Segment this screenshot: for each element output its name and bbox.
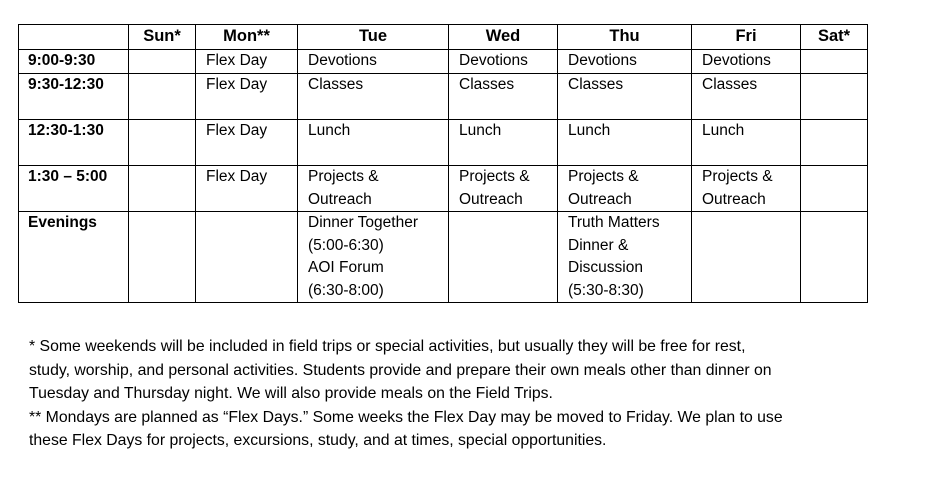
cell-line: Discussion bbox=[568, 259, 643, 276]
cell-line: Outreach bbox=[568, 190, 632, 208]
table-row bbox=[19, 120, 868, 166]
note-line: * Some weekends will be included in field trips or special activities, but usually they will be free for rest, bbox=[29, 338, 746, 355]
header-cell-sat: Sat* bbox=[801, 25, 868, 50]
table-row bbox=[19, 50, 868, 74]
cell-sat bbox=[801, 120, 868, 166]
cell-sat bbox=[801, 50, 868, 74]
weekend-note bbox=[29, 335, 934, 406]
note-line: ** Mondays are planned as “Flex Days.” Some weeks the Flex Day may be moved to Friday. We plan to use bbox=[29, 408, 783, 426]
cell-wed bbox=[449, 166, 558, 212]
cell-thu: Devotions bbox=[558, 50, 692, 74]
header-cell-fri: Fri bbox=[692, 25, 801, 50]
cell-tue: Classes bbox=[298, 74, 449, 120]
cell-line: Outreach bbox=[459, 190, 523, 208]
cell-sat bbox=[801, 166, 868, 212]
table-row bbox=[19, 74, 868, 120]
cell-line: Projects & bbox=[459, 168, 530, 185]
cell-line: Outreach bbox=[308, 190, 372, 208]
monday-note bbox=[29, 406, 934, 453]
cell-thu: Classes bbox=[558, 74, 692, 120]
cell-sun bbox=[129, 50, 196, 74]
cell-tue bbox=[298, 166, 449, 212]
cell-thu bbox=[558, 166, 692, 212]
cell-thu: Lunch bbox=[558, 120, 692, 166]
time-cell: Evenings bbox=[19, 212, 129, 303]
cell-mon bbox=[196, 212, 298, 303]
cell-mon: Flex Day bbox=[196, 166, 298, 212]
cell-wed: Devotions bbox=[449, 50, 558, 74]
cell-fri: Devotions bbox=[692, 50, 801, 74]
schedule-notes bbox=[29, 335, 934, 453]
table-header-row bbox=[19, 25, 868, 50]
cell-fri: Classes bbox=[692, 74, 801, 120]
note-line: these Flex Days for projects, excursions, study, and at times, special opportunities. bbox=[29, 432, 607, 449]
cell-line: (6:30-8:00) bbox=[308, 281, 384, 299]
time-cell: 12:30-1:30 bbox=[19, 120, 129, 166]
cell-tue: Devotions bbox=[298, 50, 449, 74]
cell-tue: Lunch bbox=[298, 120, 449, 166]
cell-line: (5:30-8:30) bbox=[568, 281, 644, 299]
header-cell-tue: Tue bbox=[298, 25, 449, 50]
header-cell-thu: Thu bbox=[558, 25, 692, 50]
note-line: Tuesday and Thursday night. We will also provide meals on the Field Trips. bbox=[29, 385, 553, 402]
header-cell-sun: Sun* bbox=[129, 25, 196, 50]
cell-wed: Classes bbox=[449, 74, 558, 120]
time-cell: 1:30 – 5:00 bbox=[19, 166, 129, 212]
cell-wed: Lunch bbox=[449, 120, 558, 166]
cell-line: Projects & bbox=[568, 168, 639, 185]
cell-thu bbox=[558, 212, 692, 303]
cell-fri bbox=[692, 166, 801, 212]
cell-sun bbox=[129, 74, 196, 120]
cell-mon: Flex Day bbox=[196, 50, 298, 74]
cell-line: AOI Forum bbox=[308, 259, 384, 276]
weekly-schedule-table bbox=[18, 24, 868, 303]
table-row bbox=[19, 212, 868, 303]
cell-mon: Flex Day bbox=[196, 120, 298, 166]
header-cell-time bbox=[19, 25, 129, 50]
cell-sat bbox=[801, 212, 868, 303]
cell-line: Projects & bbox=[702, 168, 773, 185]
cell-fri bbox=[692, 212, 801, 303]
cell-mon: Flex Day bbox=[196, 74, 298, 120]
cell-sat bbox=[801, 74, 868, 120]
cell-sun bbox=[129, 212, 196, 303]
time-cell: 9:00-9:30 bbox=[19, 50, 129, 74]
cell-line: Outreach bbox=[702, 190, 766, 208]
cell-wed bbox=[449, 212, 558, 303]
table-row bbox=[19, 166, 868, 212]
cell-sun bbox=[129, 166, 196, 212]
cell-line: Projects & bbox=[308, 168, 379, 185]
header-cell-mon: Mon** bbox=[196, 25, 298, 50]
cell-fri: Lunch bbox=[692, 120, 801, 166]
cell-line: Dinner & bbox=[568, 236, 629, 254]
cell-line: Truth Matters bbox=[568, 214, 660, 231]
header-cell-wed: Wed bbox=[449, 25, 558, 50]
cell-tue bbox=[298, 212, 449, 303]
cell-line: Dinner Together bbox=[308, 214, 419, 231]
cell-line: (5:00-6:30) bbox=[308, 236, 384, 254]
note-line: study, worship, and personal activities. Students provide and prepare their own meals other than dinner on bbox=[29, 361, 772, 379]
cell-sun bbox=[129, 120, 196, 166]
time-cell: 9:30-12:30 bbox=[19, 74, 129, 120]
